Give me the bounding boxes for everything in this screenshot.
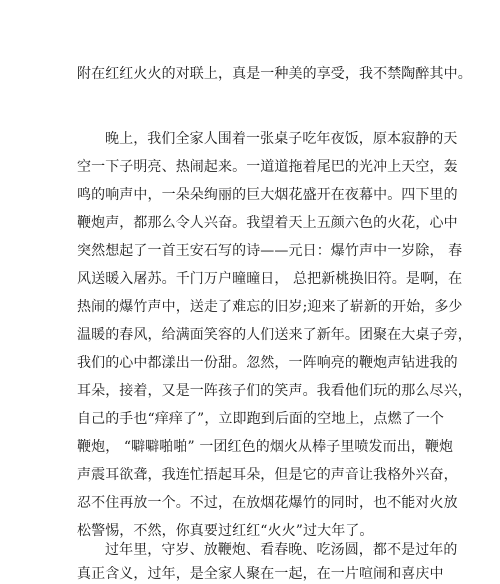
paragraph-2-line-1: 晚上，我们全家人围着一张桌子吃年夜饭，原本寂静的天 [105, 131, 458, 147]
text-line-1: 附在红红火火的对联上，真是一种美的享受，我不禁陶醉其中。 [77, 66, 472, 82]
paragraph-2-line-5: 突然想起了一首王安石写的诗——元日：爆竹声中一岁除， 春 [77, 243, 463, 259]
paragraph-2-line-9: 我们的心中都漾出一份甜。忽然，一阵响亮的鞭炮声钻进我的 [77, 355, 458, 371]
paragraph-3-line-2: 真正含义，过年，是全家人聚在一起，在一片喧闹和喜庆中 [77, 566, 444, 582]
paragraph-2-line-7: 热闹的爆竹声中，送走了难忘的旧岁;迎来了崭新的开始，多少 [77, 299, 463, 315]
paragraph-2-line-8: 温暖的春风，给满面笑容的人们送来了新年。团聚在大桌子旁， [77, 327, 472, 343]
paragraph-2-line-11: 自己的手也“痒痒了”，立即跑到后面的空地上，点燃了一个 [77, 411, 445, 427]
paragraph-2-line-10: 耳朵，接着，又是一阵孩子们的笑声。我看他们玩的那么尽兴， [77, 383, 472, 399]
paragraph-3-line-1: 过年里，守岁、放鞭炮、看春晚、吃汤圆，都不是过年的 [105, 542, 458, 558]
paragraph-2-line-14: 忍不住再放一个。不过，在放烟花爆竹的同时，也不能对火放 [77, 495, 458, 511]
paragraph-2-line-12: 鞭炮， “噼噼啪啪” 一团红色的烟火从棒子里喷发而出，鞭炮 [77, 439, 454, 455]
paragraph-2-line-2: 空一下子明亮、热闹起来。一道道拖着尾巴的光冲上天空，轰 [77, 159, 458, 175]
paragraph-2-line-6: 风送暖入屠苏。千门万户曈曈日， 总把新桃换旧符。是啊，在 [77, 271, 463, 287]
paragraph-2-line-3: 鸣的响声中，一朵朵绚丽的巨大烟花盛开在夜幕中。四下里的 [77, 187, 458, 203]
paragraph-2-line-15: 松警惕，不然，你真要过红红“火火”过大年了。 [77, 523, 374, 539]
paragraph-2-line-13: 声震耳欲聋，我连忙捂起耳朵，但是它的声音让我格外兴奋， [77, 467, 458, 483]
paragraph-2-line-4: 鞭炮声，都那么令人兴奋。我望着天上五颜六色的火花，心中 [77, 215, 458, 231]
